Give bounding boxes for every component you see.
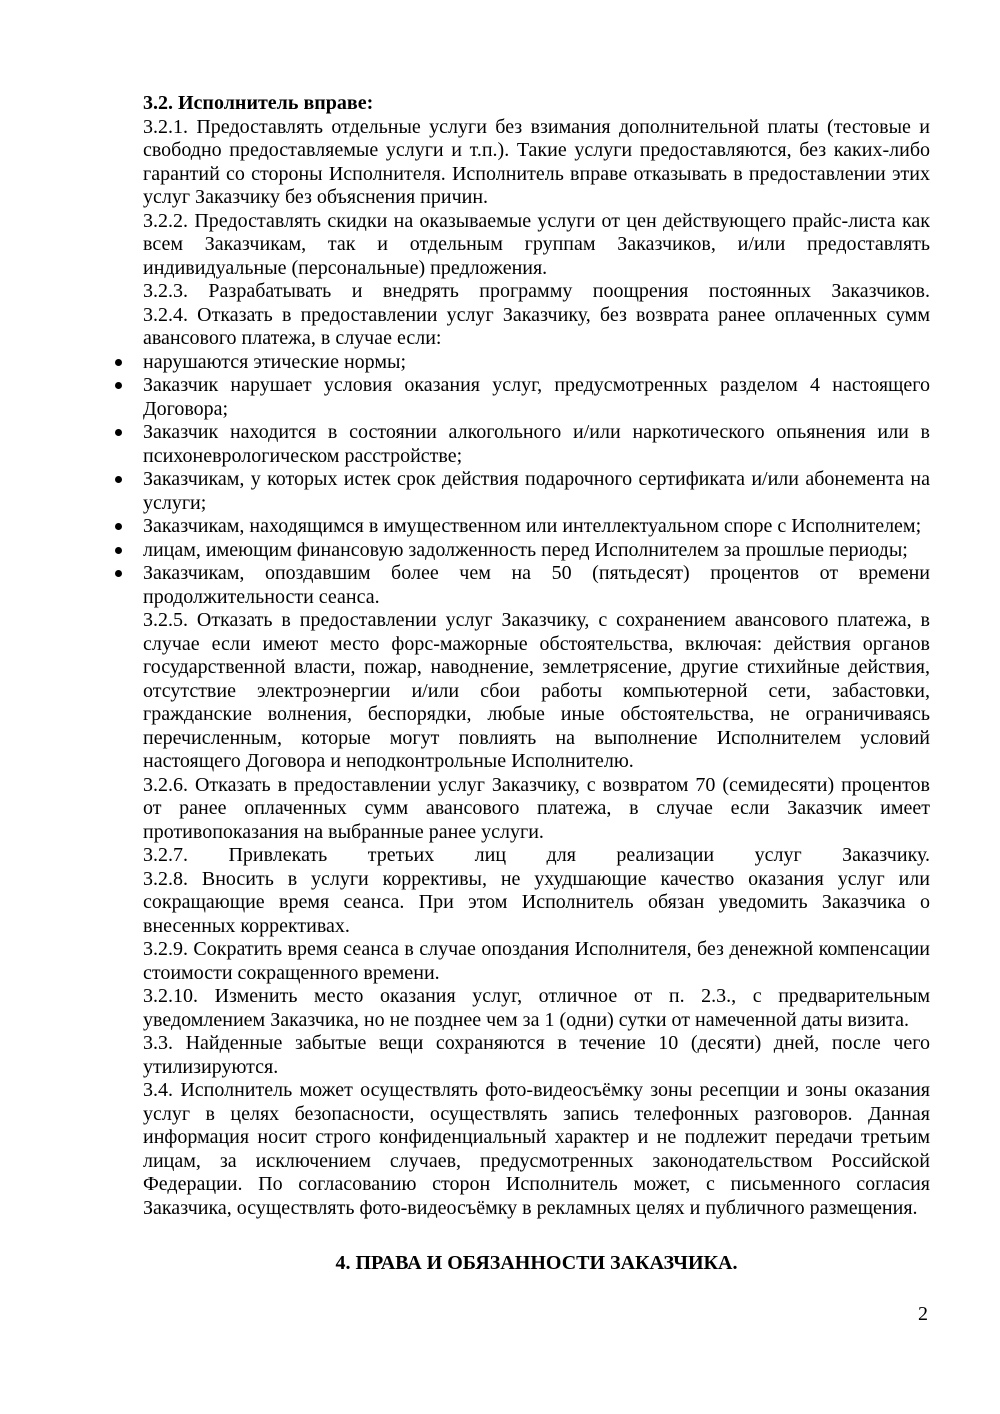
paragraph-3-2-2: 3.2.2. Предоставлять скидки на оказываемые услуги от цен действующего прайс-листа как всем Заказчикам, так и отдельным группам Заказчиков, и/или предоставлять индивидуальные (персональные) предложения.: [143, 209, 930, 279]
bullet-icon: [115, 570, 122, 577]
section-4-heading: 4. ПРАВА И ОБЯЗАННОСТИ ЗАКАЗЧИКА.: [335, 1252, 738, 1274]
list-item: [143, 562, 930, 609]
list-item-text: Заказчик находится в состоянии алкогольного и/или наркотического опьянения или в психоневрологическом расстройстве;: [143, 421, 930, 467]
list-item: [143, 539, 930, 563]
list-item: [143, 374, 930, 421]
page-number: 2: [918, 1303, 928, 1325]
bullet-icon: [115, 382, 122, 389]
list-item-text: лицам, имеющим финансовую задолженность перед Исполнителем за прошлые периоды;: [143, 538, 908, 561]
bullet-icon: [115, 547, 122, 554]
list-item-text: нарушаются этические нормы;: [143, 350, 407, 373]
list-item-text: Заказчикам, опоздавшим более чем на 50 (пятьдесят) процентов от времени продолжительности сеанса.: [143, 562, 930, 608]
bullet-icon: [115, 429, 122, 436]
bullet-icon: [115, 359, 122, 366]
paragraph-3-4: 3.4. Исполнитель может осуществлять фото-видеосъёмку зоны ресепции и зоны оказания услуг в целях безопасности, осуществлять запись телефонных разговоров. Данная информация носит строго конфиденциальный характер и не подлежит передачи третьим лицам, за исключением случаев, предусмотренных законодательством Российской Федерации. По согласованию сторон Исполнитель может, с письменного согласия Заказчика, осуществлять фото-видеосъёмку в рекламных целях и публичного размещения.: [143, 1079, 930, 1219]
paragraph-3-2-1: 3.2.1. Предоставлять отдельные услуги без взимания дополнительной платы (тестовые и свободно предоставляемые услуги и т.п.). Такие услуги предоставляются, без каких-либо гарантий со стороны Исполнителя. Исполнитель вправе отказывать в предоставлении этих услуг Заказчику без объяснения причин.: [143, 115, 930, 208]
list-item: [143, 421, 930, 468]
list-item-text: Заказчик нарушает условия оказания услуг, предусмотренных разделом 4 настоящего Договора;: [143, 374, 930, 420]
list-item-text: Заказчикам, у которых истек срок действия подарочного сертификата и/или абонемента на услуги;: [143, 468, 930, 514]
paragraph-3-2-10: 3.2.10. Изменить место оказания услуг, отличное от п. 2.3., с предварительным уведомлением Заказчика, но не позднее чем за 1 (одни) сутки от намеченной даты визита.: [143, 985, 930, 1031]
list-item-text: Заказчикам, находящимся в имущественном или интеллектуальном споре с Исполнителем;: [143, 515, 922, 537]
paragraph-3-2-5: 3.2.5. Отказать в предоставлении услуг Заказчику, с сохранением авансового платежа, в случае если имеют место форс-мажорные обстоятельства, включая: действия органов государственной власти, пожар, наводнение, землетрясение, другие стихийные действия, отсутствие электроэнергии и/или сбои работы компьютерной сети, забастовки, гражданские волнения, беспорядки, любые иные обстоятельства, не ограничиваясь перечисленным, которые могут повлиять на выполнение Исполнителем условий настоящего Договора и неподконтрольные Исполнителю.: [143, 609, 930, 772]
refusal-conditions-list: [143, 351, 930, 610]
paragraph-3-2-6: 3.2.6. Отказать в предоставлении услуг Заказчику, с возвратом 70 (семидесяти) процентов от ранее оплаченных сумм авансового платежа, в случае если Заказчик имеет противопоказания на выбранные ранее услуги.: [143, 773, 930, 843]
paragraph-3-2-9: 3.2.9. Сократить время сеанса в случае опоздания Исполнителя, без денежной компенсации стоимости сокращенного времени.: [143, 938, 930, 984]
list-item: [143, 468, 930, 515]
paragraph-3-2-4: 3.2.4. Отказать в предоставлении услуг Заказчику, без возврата ранее оплаченных сумм авансового платежа, в случае если:: [143, 303, 930, 349]
paragraph-3-2-8: 3.2.8. Вносить в услуги коррективы, не ухудшающие качество оказания услуг или сокращающие время сеанса. При этом Исполнитель обязан уведомить Заказчика о внесенных коррективах.: [143, 867, 930, 937]
paragraph-3-3: 3.3. Найденные забытые вещи сохраняются в течение 10 (десяти) дней, после чего утилизируются.: [143, 1032, 930, 1078]
paragraph-3-2-3: 3.2.3. Разрабатывать и внедрять программу поощрения постоянных Заказчиков.: [143, 280, 930, 302]
list-item: [143, 351, 930, 375]
list-item: [143, 515, 930, 539]
bullet-icon: [115, 476, 122, 483]
bullet-icon: [115, 523, 122, 530]
section-3-2-heading: 3.2. Исполнитель вправе:: [143, 92, 374, 114]
paragraph-3-2-7: 3.2.7. Привлекать третьих лиц для реализации услуг Заказчику.: [143, 844, 930, 866]
